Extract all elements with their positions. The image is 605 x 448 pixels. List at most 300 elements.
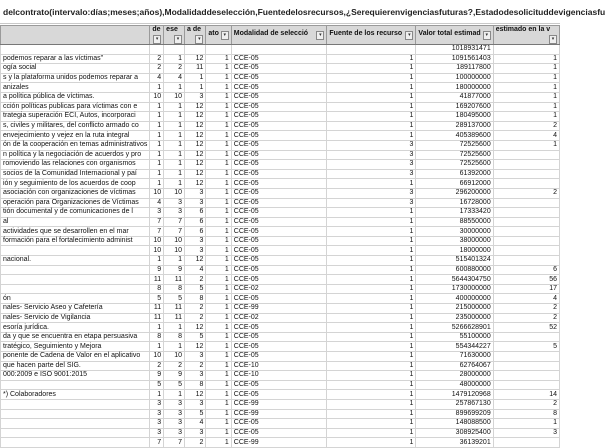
table-cell[interactable]: 12 xyxy=(185,342,206,352)
table-cell[interactable]: 17333420 xyxy=(416,208,493,218)
table-cell[interactable]: 1 xyxy=(327,284,416,294)
table-cell[interactable]: 1 xyxy=(206,304,231,314)
table-cell[interactable]: formación para el fortalecimiento administ xyxy=(1,236,150,246)
table-cell[interactable]: 10 xyxy=(150,236,164,246)
table-cell[interactable]: 4 xyxy=(493,294,559,304)
table-cell[interactable]: 1 xyxy=(150,121,164,131)
table-cell[interactable]: a política pública de víctimas. xyxy=(1,92,150,102)
table-cell[interactable]: 1 xyxy=(327,131,416,141)
table-cell[interactable] xyxy=(493,438,559,448)
table-cell[interactable]: CCE-05 xyxy=(231,275,327,285)
table-cell[interactable]: 2 xyxy=(164,64,185,74)
table-cell[interactable]: CCE-05 xyxy=(231,419,327,429)
table-cell[interactable] xyxy=(493,380,559,390)
table-cell[interactable]: 3 xyxy=(327,140,416,150)
table-cell[interactable]: 1 xyxy=(206,92,231,102)
table-cell[interactable]: 554344227 xyxy=(416,342,493,352)
table-cell[interactable]: 3 xyxy=(185,188,206,198)
table-cell[interactable]: CCE-99 xyxy=(231,409,327,419)
table-cell[interactable]: CCE-05 xyxy=(231,54,327,64)
table-cell[interactable]: 1 xyxy=(206,419,231,429)
table-cell[interactable]: 12 xyxy=(185,112,206,122)
table-cell[interactable]: CCE-05 xyxy=(231,265,327,275)
table-cell[interactable]: 1 xyxy=(327,438,416,448)
column-header[interactable] xyxy=(416,26,493,45)
table-cell[interactable]: 5266628901 xyxy=(416,323,493,333)
table-cell[interactable]: 8 xyxy=(185,380,206,390)
table-cell[interactable]: 62764067 xyxy=(416,361,493,371)
table-cell[interactable]: 235000000 xyxy=(416,313,493,323)
table-cell[interactable]: operación para Organizaciones de Víctimas xyxy=(1,198,150,208)
table-cell[interactable]: 66912000 xyxy=(416,179,493,189)
table-cell[interactable]: 1 xyxy=(206,179,231,189)
table-cell[interactable]: 1 xyxy=(206,246,231,256)
table-cell[interactable]: 52 xyxy=(493,323,559,333)
table-cell[interactable]: 1 xyxy=(206,275,231,285)
table-cell[interactable]: 1 xyxy=(150,323,164,333)
table-cell[interactable]: 5 xyxy=(150,294,164,304)
table-cell[interactable]: 405389600 xyxy=(416,131,493,141)
table-cell[interactable]: 3 xyxy=(327,198,416,208)
table-cell[interactable]: 12 xyxy=(185,256,206,266)
table-cell[interactable]: 3 xyxy=(327,188,416,198)
table-cell[interactable]: CCE-05 xyxy=(231,150,327,160)
table-cell[interactable]: 1 xyxy=(164,169,185,179)
table-cell[interactable]: 1 xyxy=(206,380,231,390)
table-cell[interactable]: 3 xyxy=(185,92,206,102)
table-cell[interactable]: 11 xyxy=(164,275,185,285)
table-cell[interactable]: CCE-05 xyxy=(231,390,327,400)
table-cell[interactable]: 3 xyxy=(150,399,164,409)
table-cell[interactable]: CCE-05 xyxy=(231,160,327,170)
table-cell[interactable]: 9 xyxy=(164,265,185,275)
table-cell[interactable]: 3 xyxy=(185,236,206,246)
table-cell[interactable]: 1 xyxy=(327,352,416,362)
table-cell[interactable]: 7 xyxy=(150,227,164,237)
table-cell[interactable] xyxy=(1,419,150,429)
table-cell[interactable]: 515401324 xyxy=(416,256,493,266)
table-cell[interactable]: 17 xyxy=(493,284,559,294)
table-cell[interactable]: 1 xyxy=(206,150,231,160)
table-cell[interactable]: 1 xyxy=(493,419,559,429)
table-cell[interactable]: 1 xyxy=(164,342,185,352)
table-cell[interactable]: 6 xyxy=(493,265,559,275)
table-cell[interactable] xyxy=(1,380,150,390)
table-cell[interactable]: 4 xyxy=(150,198,164,208)
table-cell[interactable] xyxy=(493,256,559,266)
table-cell[interactable]: 1 xyxy=(185,83,206,93)
table-cell[interactable]: 4 xyxy=(185,419,206,429)
table-cell[interactable]: 72525600 xyxy=(416,150,493,160)
table-cell[interactable]: CCE-05 xyxy=(231,131,327,141)
table-cell[interactable]: 1 xyxy=(327,304,416,314)
filter-dropdown-icon[interactable]: ▾ xyxy=(153,35,161,44)
table-cell[interactable]: 2 xyxy=(493,399,559,409)
table-cell[interactable]: 6 xyxy=(185,208,206,218)
table-cell[interactable]: 11 xyxy=(164,313,185,323)
table-cell[interactable]: tión documental y de comunicaciones de l xyxy=(1,208,150,218)
table-cell[interactable] xyxy=(1,275,150,285)
table-cell[interactable] xyxy=(185,45,206,55)
table-cell[interactable]: 1 xyxy=(206,352,231,362)
table-cell[interactable]: 3 xyxy=(164,198,185,208)
table-cell[interactable]: 1 xyxy=(206,361,231,371)
table-cell[interactable]: 5 xyxy=(164,380,185,390)
table-cell[interactable]: 1 xyxy=(206,313,231,323)
table-cell[interactable] xyxy=(1,265,150,275)
table-cell[interactable]: 7 xyxy=(164,217,185,227)
table-cell[interactable]: 1 xyxy=(150,140,164,150)
table-cell[interactable]: 1 xyxy=(150,342,164,352)
table-cell[interactable]: 1 xyxy=(327,179,416,189)
table-cell[interactable]: 12 xyxy=(185,160,206,170)
table-cell[interactable]: 10 xyxy=(164,246,185,256)
table-cell[interactable]: 1 xyxy=(206,102,231,112)
table-cell[interactable]: 12 xyxy=(185,131,206,141)
table-cell[interactable]: 3 xyxy=(185,198,206,208)
table-cell[interactable]: 12 xyxy=(185,390,206,400)
table-cell[interactable]: CCE-05 xyxy=(231,294,327,304)
table-cell[interactable]: 1 xyxy=(327,323,416,333)
table-cell[interactable]: tratégico, Seguimiento y Mejora xyxy=(1,342,150,352)
table-cell[interactable]: 1 xyxy=(206,217,231,227)
table-cell[interactable]: 899699209 xyxy=(416,409,493,419)
table-cell[interactable]: 1 xyxy=(206,198,231,208)
table-cell[interactable] xyxy=(493,332,559,342)
table-cell[interactable]: 1 xyxy=(327,73,416,83)
table-cell[interactable]: 1 xyxy=(206,409,231,419)
table-cell[interactable]: que hacen parte del SIG. xyxy=(1,361,150,371)
table-cell[interactable]: 1 xyxy=(206,371,231,381)
table-cell[interactable]: 100000000 xyxy=(416,73,493,83)
table-cell[interactable]: 3 xyxy=(150,428,164,438)
table-cell[interactable]: 1 xyxy=(327,112,416,122)
table-cell[interactable]: 308925400 xyxy=(416,428,493,438)
table-cell[interactable]: 2 xyxy=(150,361,164,371)
table-cell[interactable]: 1 xyxy=(493,92,559,102)
table-cell[interactable]: 2 xyxy=(493,121,559,131)
table-cell[interactable]: 14 xyxy=(493,390,559,400)
table-cell[interactable]: 1 xyxy=(206,438,231,448)
table-cell[interactable]: CCE-10 xyxy=(231,361,327,371)
table-cell[interactable]: socios de la Comunidad Internacional y paí xyxy=(1,169,150,179)
table-cell[interactable]: 3 xyxy=(327,150,416,160)
table-cell[interactable]: 1 xyxy=(164,179,185,189)
table-cell[interactable]: 1 xyxy=(150,169,164,179)
column-header[interactable] xyxy=(164,26,185,45)
filter-dropdown-icon[interactable]: ▾ xyxy=(221,31,229,40)
table-cell[interactable]: 1 xyxy=(150,131,164,141)
table-cell[interactable]: 1 xyxy=(164,150,185,160)
table-cell[interactable]: 88550000 xyxy=(416,217,493,227)
table-cell[interactable]: 7 xyxy=(164,227,185,237)
table-cell[interactable]: 1 xyxy=(327,208,416,218)
table-cell[interactable]: 1 xyxy=(164,323,185,333)
table-cell[interactable]: romoviendo las relaciones con organismos xyxy=(1,160,150,170)
table-cell[interactable] xyxy=(493,361,559,371)
table-cell[interactable]: 1 xyxy=(164,131,185,141)
table-cell[interactable]: 6 xyxy=(185,227,206,237)
table-cell[interactable]: 12 xyxy=(185,323,206,333)
table-cell[interactable]: 1 xyxy=(327,361,416,371)
table-cell[interactable]: 1 xyxy=(164,112,185,122)
table-cell[interactable] xyxy=(493,236,559,246)
table-cell[interactable]: CCE-02 xyxy=(231,313,327,323)
table-cell[interactable]: 12 xyxy=(185,54,206,64)
table-cell[interactable]: 1 xyxy=(206,64,231,74)
table-cell[interactable] xyxy=(1,428,150,438)
table-cell[interactable]: 3 xyxy=(327,169,416,179)
table-cell[interactable]: 2 xyxy=(185,438,206,448)
table-cell[interactable]: 180495000 xyxy=(416,112,493,122)
table-cell[interactable]: 000:2009 e ISO 9001:2015 xyxy=(1,371,150,381)
table-cell[interactable]: 2 xyxy=(493,304,559,314)
table-cell[interactable]: CCE-05 xyxy=(231,112,327,122)
table-cell[interactable] xyxy=(493,217,559,227)
table-cell[interactable] xyxy=(493,208,559,218)
table-cell[interactable]: 3 xyxy=(185,428,206,438)
table-cell[interactable]: 3 xyxy=(185,399,206,409)
table-cell[interactable]: 3 xyxy=(164,419,185,429)
table-cell[interactable]: 1 xyxy=(150,160,164,170)
table-cell[interactable]: 1 xyxy=(493,73,559,83)
table-cell[interactable]: 8 xyxy=(185,294,206,304)
table-cell[interactable]: 1 xyxy=(164,160,185,170)
table-cell[interactable]: 2 xyxy=(185,304,206,314)
table-cell[interactable]: 1 xyxy=(206,342,231,352)
table-cell[interactable]: 1 xyxy=(164,140,185,150)
table-cell[interactable] xyxy=(1,409,150,419)
table-cell[interactable]: 1 xyxy=(327,419,416,429)
table-cell[interactable]: 5 xyxy=(164,294,185,304)
table-cell[interactable]: 38000000 xyxy=(416,236,493,246)
table-cell[interactable] xyxy=(1,438,150,448)
table-cell[interactable]: 1 xyxy=(206,140,231,150)
table-cell[interactable]: 1 xyxy=(164,256,185,266)
table-cell[interactable]: 10 xyxy=(164,188,185,198)
table-cell[interactable]: 169207600 xyxy=(416,102,493,112)
table-cell[interactable]: 1 xyxy=(150,390,164,400)
column-header[interactable] xyxy=(231,26,327,45)
table-cell[interactable]: CCE-05 xyxy=(231,256,327,266)
table-cell[interactable]: 11 xyxy=(150,275,164,285)
table-cell[interactable] xyxy=(493,371,559,381)
table-cell[interactable]: CCE-99 xyxy=(231,304,327,314)
table-cell[interactable]: 3 xyxy=(185,352,206,362)
table-cell[interactable]: 4 xyxy=(493,131,559,141)
table-cell[interactable]: 289137000 xyxy=(416,121,493,131)
table-cell[interactable]: 3 xyxy=(150,208,164,218)
table-cell[interactable]: 1 xyxy=(150,112,164,122)
table-cell[interactable]: podemos reparar a las víctimas" xyxy=(1,54,150,64)
table-cell[interactable]: 8 xyxy=(493,409,559,419)
table-cell[interactable] xyxy=(493,352,559,362)
table-cell[interactable]: CCE-05 xyxy=(231,73,327,83)
table-cell[interactable]: 1 xyxy=(206,256,231,266)
table-cell[interactable]: CCE-05 xyxy=(231,342,327,352)
table-cell[interactable]: 1 xyxy=(327,102,416,112)
filter-dropdown-icon[interactable]: ▾ xyxy=(405,31,413,40)
table-cell[interactable]: 55100000 xyxy=(416,332,493,342)
column-header[interactable] xyxy=(206,26,231,45)
table-cell[interactable]: 16728000 xyxy=(416,198,493,208)
table-cell[interactable]: 1 xyxy=(493,140,559,150)
table-cell[interactable]: CCE-99 xyxy=(231,438,327,448)
column-header[interactable] xyxy=(185,26,206,45)
table-cell[interactable]: 10 xyxy=(150,92,164,102)
table-cell[interactable]: 10 xyxy=(150,246,164,256)
table-cell[interactable]: 8 xyxy=(164,284,185,294)
table-cell[interactable]: 1 xyxy=(327,390,416,400)
table-cell[interactable]: 3 xyxy=(164,208,185,218)
table-cell[interactable]: 5 xyxy=(493,342,559,352)
table-cell[interactable]: 36139201 xyxy=(416,438,493,448)
table-cell[interactable]: 2 xyxy=(150,54,164,64)
table-cell[interactable]: 3 xyxy=(164,428,185,438)
table-cell[interactable]: cción políticas publicas para víctimas con e xyxy=(1,102,150,112)
table-cell[interactable]: 5644304750 xyxy=(416,275,493,285)
table-cell[interactable] xyxy=(493,45,559,55)
table-cell[interactable]: 1479120968 xyxy=(416,390,493,400)
table-cell[interactable]: CCE-05 xyxy=(231,64,327,74)
table-cell[interactable]: 61392000 xyxy=(416,169,493,179)
table-cell[interactable]: 2 xyxy=(185,313,206,323)
table-cell[interactable]: 11 xyxy=(150,304,164,314)
table-cell[interactable]: CCE-05 xyxy=(231,208,327,218)
table-cell[interactable]: 3 xyxy=(164,409,185,419)
table-cell[interactable]: 3 xyxy=(327,160,416,170)
table-cell[interactable]: s y la plataforma unidos podemos reparar a xyxy=(1,73,150,83)
table-cell[interactable] xyxy=(231,45,327,55)
table-cell[interactable]: CCE-05 xyxy=(231,198,327,208)
table-cell[interactable]: 7 xyxy=(150,217,164,227)
table-cell[interactable]: esoría jurídica. xyxy=(1,323,150,333)
column-header[interactable] xyxy=(327,26,416,45)
table-cell[interactable]: 1 xyxy=(327,294,416,304)
table-cell[interactable]: CCE-05 xyxy=(231,102,327,112)
table-cell[interactable] xyxy=(327,45,416,55)
table-cell[interactable]: CCE-05 xyxy=(231,121,327,131)
table-cell[interactable]: 3 xyxy=(493,428,559,438)
table-cell[interactable]: 48000000 xyxy=(416,380,493,390)
table-cell[interactable]: 148088500 xyxy=(416,419,493,429)
table-cell[interactable]: 1 xyxy=(327,256,416,266)
table-cell[interactable]: 1 xyxy=(327,83,416,93)
table-cell[interactable]: 1 xyxy=(327,371,416,381)
table-cell[interactable] xyxy=(493,160,559,170)
table-cell[interactable]: 2 xyxy=(493,188,559,198)
table-cell[interactable]: 56 xyxy=(493,275,559,285)
table-cell[interactable]: CCE-05 xyxy=(231,332,327,342)
table-cell[interactable] xyxy=(206,45,231,55)
table-cell[interactable]: 400000000 xyxy=(416,294,493,304)
table-cell[interactable]: ogía social xyxy=(1,64,150,74)
table-cell[interactable]: 8 xyxy=(150,332,164,342)
table-cell[interactable]: 1 xyxy=(493,64,559,74)
table-cell[interactable]: CCE-05 xyxy=(231,169,327,179)
table-cell[interactable]: s, civiles y militares, del conflicto armado co xyxy=(1,121,150,131)
table-cell[interactable]: nales- Servicio de Vigilancia xyxy=(1,313,150,323)
table-cell[interactable]: CCE-05 xyxy=(231,236,327,246)
table-cell[interactable]: 3 xyxy=(150,409,164,419)
table-cell[interactable]: 600880000 xyxy=(416,265,493,275)
table-cell[interactable]: 1 xyxy=(206,332,231,342)
table-cell[interactable]: 11 xyxy=(150,313,164,323)
table-cell[interactable]: 3 xyxy=(164,399,185,409)
table-cell[interactable]: 12 xyxy=(185,140,206,150)
table-cell[interactable]: ión y seguimiento de los acuerdos de coop xyxy=(1,179,150,189)
table-cell[interactable]: 1 xyxy=(150,150,164,160)
table-cell[interactable]: 2 xyxy=(150,64,164,74)
table-cell[interactable]: 1 xyxy=(327,313,416,323)
table-cell[interactable] xyxy=(493,179,559,189)
table-cell[interactable]: 1 xyxy=(164,54,185,64)
table-cell[interactable]: *) Colaboradores xyxy=(1,390,150,400)
table-cell[interactable]: envejecimiento y vejez en la ruta integral xyxy=(1,131,150,141)
table-cell[interactable]: 1 xyxy=(206,236,231,246)
table-cell[interactable]: 1 xyxy=(327,121,416,131)
table-cell[interactable]: 1 xyxy=(150,256,164,266)
table-cell[interactable] xyxy=(1,45,150,55)
table-cell[interactable]: 1 xyxy=(327,64,416,74)
table-cell[interactable]: 71630000 xyxy=(416,352,493,362)
table-cell[interactable]: 1 xyxy=(206,208,231,218)
table-cell[interactable]: 12 xyxy=(185,121,206,131)
table-cell[interactable]: 11 xyxy=(164,304,185,314)
table-cell[interactable]: 30000000 xyxy=(416,227,493,237)
table-cell[interactable]: 1 xyxy=(493,102,559,112)
table-cell[interactable]: 1 xyxy=(206,160,231,170)
table-cell[interactable]: anizales xyxy=(1,83,150,93)
table-cell[interactable]: 1 xyxy=(206,428,231,438)
table-cell[interactable]: 296200000 xyxy=(416,188,493,198)
table-cell[interactable]: CCE-05 xyxy=(231,83,327,93)
table-cell[interactable]: al xyxy=(1,217,150,227)
table-cell[interactable]: 4 xyxy=(164,73,185,83)
table-cell[interactable]: CCE-99 xyxy=(231,399,327,409)
table-cell[interactable]: 1 xyxy=(206,390,231,400)
column-header[interactable] xyxy=(493,26,559,45)
table-cell[interactable]: CCE-05 xyxy=(231,246,327,256)
table-cell[interactable]: 1091561403 xyxy=(416,54,493,64)
table-cell[interactable]: 1 xyxy=(206,83,231,93)
table-cell[interactable]: 180000000 xyxy=(416,83,493,93)
filter-dropdown-icon[interactable]: ▾ xyxy=(195,35,203,44)
table-cell[interactable]: 1 xyxy=(327,246,416,256)
table-cell[interactable]: 1 xyxy=(206,169,231,179)
filter-dropdown-icon[interactable]: ▾ xyxy=(483,31,491,40)
table-cell[interactable]: 1730000000 xyxy=(416,284,493,294)
table-cell[interactable]: 3 xyxy=(185,246,206,256)
table-cell[interactable]: 4 xyxy=(150,73,164,83)
table-cell[interactable]: 1 xyxy=(327,265,416,275)
table-cell[interactable]: 1 xyxy=(150,179,164,189)
filter-dropdown-icon[interactable]: ▾ xyxy=(549,35,557,44)
table-cell[interactable]: 4 xyxy=(185,265,206,275)
table-cell[interactable]: 18000000 xyxy=(416,246,493,256)
table-cell[interactable]: 1 xyxy=(150,102,164,112)
table-cell[interactable] xyxy=(1,246,150,256)
table-cell[interactable]: 1 xyxy=(206,73,231,83)
table-cell[interactable]: n política y la negociación de acuerdos y pro xyxy=(1,150,150,160)
table-cell[interactable]: 2 xyxy=(185,275,206,285)
table-cell[interactable]: 12 xyxy=(185,169,206,179)
table-cell[interactable]: 10 xyxy=(150,188,164,198)
table-cell[interactable]: 1 xyxy=(327,275,416,285)
table-cell[interactable]: ponente de Cadena de Valor en el aplicativo xyxy=(1,352,150,362)
table-cell[interactable]: 1 xyxy=(206,284,231,294)
table-cell[interactable]: 1 xyxy=(206,294,231,304)
